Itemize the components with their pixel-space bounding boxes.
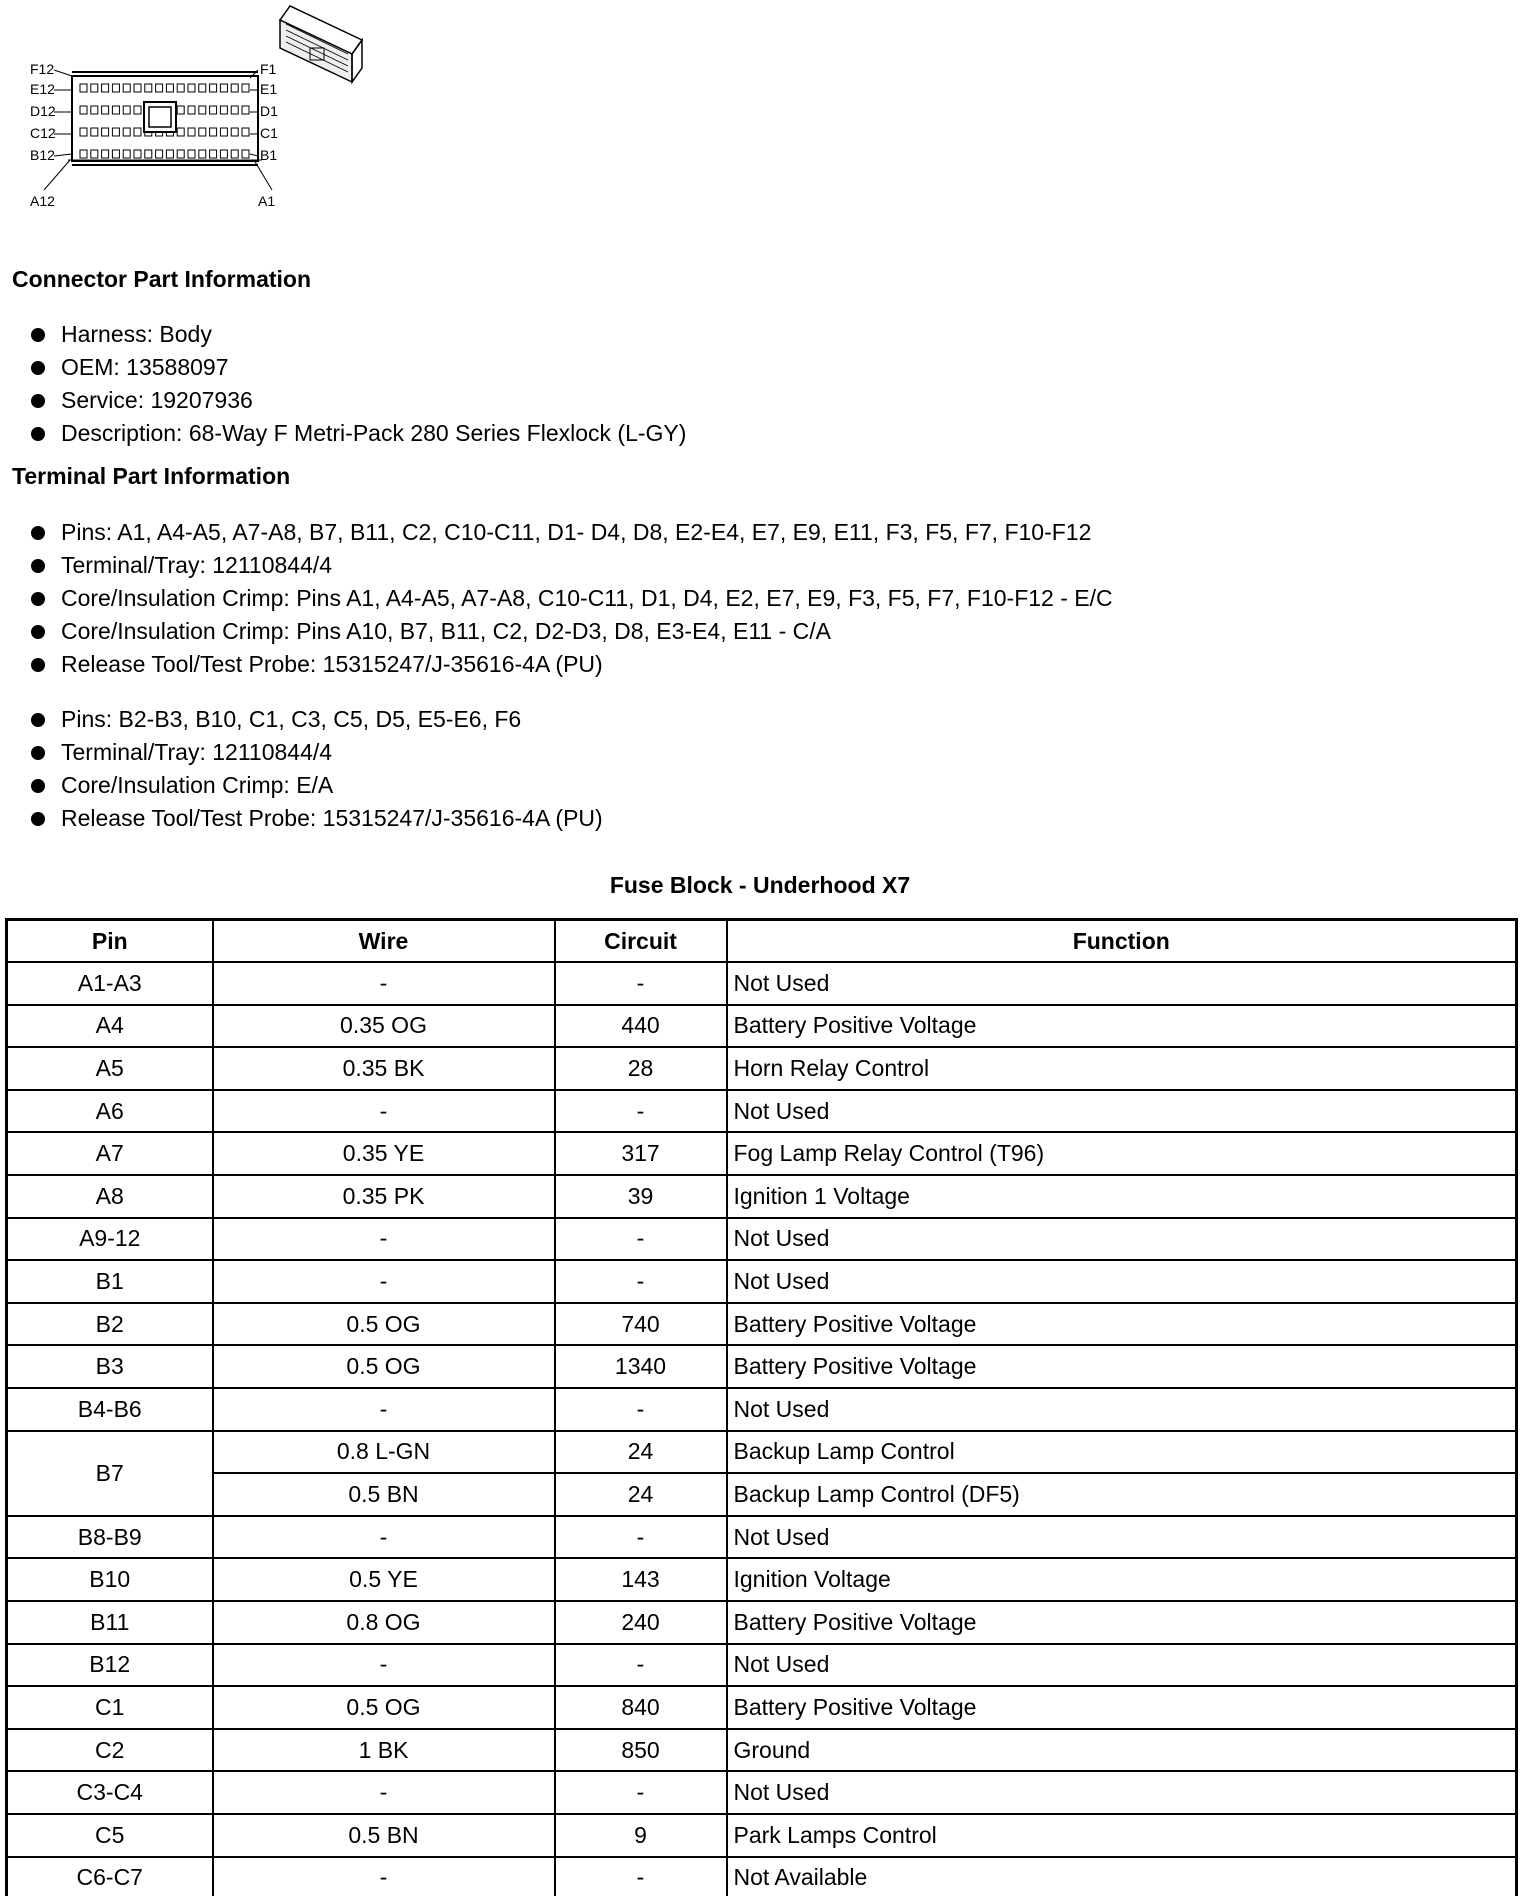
pin-cavity bbox=[134, 128, 141, 136]
table-header-row bbox=[7, 920, 1517, 963]
list-item bbox=[28, 769, 603, 802]
cell-circuit: 9 bbox=[555, 1814, 727, 1857]
pin-cavity bbox=[102, 84, 109, 92]
cell-wire: - bbox=[213, 1388, 555, 1431]
table-row bbox=[7, 1218, 1517, 1261]
cell-circuit: 317 bbox=[555, 1132, 727, 1175]
pin-cavity bbox=[145, 84, 152, 92]
pin-cavity bbox=[231, 106, 238, 114]
cell-pin: A4 bbox=[7, 1005, 213, 1048]
list-item bbox=[28, 582, 1113, 615]
column-header-function: Function bbox=[727, 920, 1517, 963]
pin-label-right: A1 bbox=[258, 193, 276, 209]
pin-cavity bbox=[199, 106, 206, 114]
bullet-icon bbox=[31, 592, 45, 606]
bullet-icon bbox=[31, 394, 45, 408]
pin-cavity bbox=[188, 150, 195, 158]
pin-cavity bbox=[242, 106, 249, 114]
terminal-info-list-1 bbox=[28, 516, 1113, 681]
table-row bbox=[7, 1601, 1517, 1644]
list-item bbox=[28, 648, 1113, 681]
cell-circuit: - bbox=[555, 1388, 727, 1431]
cell-wire: 0.5 BN bbox=[213, 1473, 555, 1516]
cell-circuit: 143 bbox=[555, 1558, 727, 1601]
cell-wire: 0.35 YE bbox=[213, 1132, 555, 1175]
list-item-text: Service: 19207936 bbox=[61, 387, 253, 413]
cell-function: Battery Positive Voltage bbox=[727, 1005, 1517, 1048]
pin-cavity bbox=[112, 84, 119, 92]
cell-function: Not Used bbox=[727, 1771, 1517, 1814]
list-item bbox=[28, 802, 603, 835]
cell-circuit: - bbox=[555, 1218, 727, 1261]
cell-pin: C2 bbox=[7, 1729, 213, 1772]
pin-label-left: C12 bbox=[30, 125, 56, 141]
pin-label-right: C1 bbox=[260, 125, 278, 141]
cell-circuit: 24 bbox=[555, 1431, 727, 1474]
cell-wire: 0.35 BK bbox=[213, 1047, 555, 1090]
cell-wire: - bbox=[213, 1516, 555, 1559]
cell-circuit: 240 bbox=[555, 1601, 727, 1644]
cell-pin: B12 bbox=[7, 1644, 213, 1687]
pin-cavity bbox=[112, 128, 119, 136]
table-row bbox=[7, 1303, 1517, 1346]
table-row bbox=[7, 1431, 1517, 1474]
cell-wire: - bbox=[213, 962, 555, 1005]
table-row bbox=[7, 1388, 1517, 1431]
pin-cavity bbox=[220, 128, 227, 136]
pin-cavity bbox=[177, 84, 184, 92]
table-row bbox=[7, 1644, 1517, 1687]
list-item-text: Core/Insulation Crimp: Pins A10, B7, B11, C2, D2-D3, D8, E3-E4, E11 - C/A bbox=[61, 618, 831, 644]
list-item bbox=[28, 549, 1113, 582]
cell-wire: - bbox=[213, 1260, 555, 1303]
cell-pin: B2 bbox=[7, 1303, 213, 1346]
list-item-text: Core/Insulation Crimp: Pins A1, A4-A5, A7-A8, C10-C11, D1, D4, E2, E7, E9, F3, F5, F7, F10-F12 - E/C bbox=[61, 585, 1113, 611]
pin-cavity bbox=[80, 150, 87, 158]
pin-label-left: A12 bbox=[30, 193, 55, 209]
cell-wire: 0.5 OG bbox=[213, 1303, 555, 1346]
cell-circuit: 24 bbox=[555, 1473, 727, 1516]
pin-label-right: F1 bbox=[260, 61, 277, 77]
cell-function: Backup Lamp Control (DF5) bbox=[727, 1473, 1517, 1516]
cell-pin: A1-A3 bbox=[7, 962, 213, 1005]
pin-cavity bbox=[134, 84, 141, 92]
cell-function: Not Used bbox=[727, 1388, 1517, 1431]
cell-circuit: - bbox=[555, 1644, 727, 1687]
pin-cavity bbox=[91, 128, 98, 136]
cell-pin: B1 bbox=[7, 1260, 213, 1303]
table-row bbox=[7, 1132, 1517, 1175]
cell-wire: 0.5 YE bbox=[213, 1558, 555, 1601]
cell-function: Not Used bbox=[727, 1516, 1517, 1559]
list-item-text: Pins: A1, A4-A5, A7-A8, B7, B11, C2, C10-C11, D1- D4, D8, E2-E4, E7, E9, E11, F3, F5, F7, F10-F12 bbox=[61, 519, 1092, 545]
cell-wire: 0.8 OG bbox=[213, 1601, 555, 1644]
pin-cavity bbox=[80, 106, 87, 114]
cell-function: Not Used bbox=[727, 1218, 1517, 1261]
cell-wire: - bbox=[213, 1090, 555, 1133]
pin-cavity bbox=[220, 84, 227, 92]
pin-label-left: D12 bbox=[30, 103, 56, 119]
list-item bbox=[28, 318, 686, 351]
list-item bbox=[28, 615, 1113, 648]
bullet-icon bbox=[31, 625, 45, 639]
table-row bbox=[7, 1857, 1517, 1896]
cell-circuit: - bbox=[555, 962, 727, 1005]
pin-cavity bbox=[210, 106, 217, 114]
connector-3d-view bbox=[280, 6, 362, 82]
pin-cavity bbox=[123, 150, 130, 158]
list-item bbox=[28, 351, 686, 384]
cell-wire: - bbox=[213, 1644, 555, 1687]
bullet-icon bbox=[31, 658, 45, 672]
table-row bbox=[7, 962, 1517, 1005]
cell-function: Not Used bbox=[727, 1090, 1517, 1133]
cell-wire: 0.35 PK bbox=[213, 1175, 555, 1218]
connector-info-list bbox=[28, 318, 686, 450]
cell-circuit: - bbox=[555, 1090, 727, 1133]
pin-cavity bbox=[188, 84, 195, 92]
cell-function: Horn Relay Control bbox=[727, 1047, 1517, 1090]
pin-cavity bbox=[156, 84, 163, 92]
cell-circuit: 28 bbox=[555, 1047, 727, 1090]
cell-wire: 0.35 OG bbox=[213, 1005, 555, 1048]
table-row bbox=[7, 1516, 1517, 1559]
pin-cavity bbox=[210, 84, 217, 92]
pin-cavity bbox=[177, 150, 184, 158]
pin-cavity bbox=[199, 128, 206, 136]
table-row bbox=[7, 1729, 1517, 1772]
list-item-text: Release Tool/Test Probe: 15315247/J-35616-4A (PU) bbox=[61, 805, 603, 831]
pin-cavity bbox=[220, 106, 227, 114]
pin-label-left: F12 bbox=[30, 61, 55, 77]
pin-cavity bbox=[231, 150, 238, 158]
cell-wire: 0.8 L-GN bbox=[213, 1431, 555, 1474]
pin-cavity bbox=[134, 106, 141, 114]
table-row bbox=[7, 1686, 1517, 1729]
cell-circuit: 1340 bbox=[555, 1345, 727, 1388]
list-item-text: Description: 68-Way F Metri-Pack 280 Series Flexlock (L-GY) bbox=[61, 420, 687, 446]
list-item bbox=[28, 384, 686, 417]
cell-wire: 0.5 OG bbox=[213, 1686, 555, 1729]
cell-circuit: 840 bbox=[555, 1686, 727, 1729]
pin-cavity bbox=[80, 84, 87, 92]
cell-function: Not Used bbox=[727, 1260, 1517, 1303]
cell-circuit: - bbox=[555, 1260, 727, 1303]
bullet-icon bbox=[31, 713, 45, 727]
table-row bbox=[7, 1473, 1517, 1516]
column-header-pin: Pin bbox=[7, 920, 213, 963]
table-row bbox=[7, 1005, 1517, 1048]
pin-cavity bbox=[80, 128, 87, 136]
cell-circuit: 39 bbox=[555, 1175, 727, 1218]
cell-pin: B7 bbox=[7, 1431, 213, 1516]
pin-cavity bbox=[231, 84, 238, 92]
pin-cavity bbox=[123, 106, 130, 114]
bullet-icon bbox=[31, 361, 45, 375]
pin-cavity bbox=[123, 128, 130, 136]
cell-function: Not Used bbox=[727, 962, 1517, 1005]
pin-label-right: D1 bbox=[260, 103, 278, 119]
terminal-info-heading: Terminal Part Information bbox=[12, 463, 291, 489]
cell-circuit: - bbox=[555, 1771, 727, 1814]
bullet-icon bbox=[31, 779, 45, 793]
pin-cavity bbox=[242, 150, 249, 158]
cell-function: Backup Lamp Control bbox=[727, 1431, 1517, 1474]
cell-function: Not Available bbox=[727, 1857, 1517, 1896]
pin-cavity bbox=[188, 106, 195, 114]
cell-pin: A9-12 bbox=[7, 1218, 213, 1261]
column-header-circuit: Circuit bbox=[555, 920, 727, 963]
bullet-icon bbox=[31, 328, 45, 342]
table-row bbox=[7, 1175, 1517, 1218]
bullet-icon bbox=[31, 427, 45, 441]
cell-pin: C6-C7 bbox=[7, 1857, 213, 1896]
pinout-table bbox=[5, 918, 1518, 1896]
pin-cavity bbox=[166, 150, 173, 158]
pin-cavity bbox=[156, 150, 163, 158]
pin-label-right: E1 bbox=[260, 81, 278, 97]
list-item-text: Pins: B2-B3, B10, C1, C3, C5, D5, E5-E6, F6 bbox=[61, 706, 522, 732]
cell-function: Ground bbox=[727, 1729, 1517, 1772]
cell-function: Not Used bbox=[727, 1644, 1517, 1687]
list-item-text: Harness: Body bbox=[61, 321, 212, 347]
list-item bbox=[28, 417, 686, 450]
pin-cavity bbox=[91, 150, 98, 158]
cell-function: Battery Positive Voltage bbox=[727, 1601, 1517, 1644]
cell-pin: C3-C4 bbox=[7, 1771, 213, 1814]
cell-function: Battery Positive Voltage bbox=[727, 1303, 1517, 1346]
pin-cavity bbox=[102, 128, 109, 136]
pin-cavity bbox=[112, 150, 119, 158]
cell-pin: C1 bbox=[7, 1686, 213, 1729]
cell-function: Battery Positive Voltage bbox=[727, 1686, 1517, 1729]
bullet-icon bbox=[31, 746, 45, 760]
cell-circuit: 740 bbox=[555, 1303, 727, 1346]
pin-label-left: B12 bbox=[30, 147, 55, 163]
cell-wire: - bbox=[213, 1218, 555, 1261]
pin-cavity bbox=[134, 150, 141, 158]
pin-cavity bbox=[91, 106, 98, 114]
pin-cavity bbox=[199, 150, 206, 158]
list-item bbox=[28, 736, 603, 769]
pin-cavity bbox=[220, 150, 227, 158]
pin-cavity bbox=[123, 84, 130, 92]
pin-label-left: E12 bbox=[30, 81, 55, 97]
pin-cavity bbox=[231, 128, 238, 136]
cell-pin: A6 bbox=[7, 1090, 213, 1133]
table-row bbox=[7, 1814, 1517, 1857]
list-item-text: Terminal/Tray: 12110844/4 bbox=[61, 552, 333, 578]
cell-pin: B11 bbox=[7, 1601, 213, 1644]
pin-cavity bbox=[177, 106, 184, 114]
cell-wire: - bbox=[213, 1857, 555, 1896]
pin-cavity bbox=[210, 128, 217, 136]
cell-pin: B4-B6 bbox=[7, 1388, 213, 1431]
cell-circuit: - bbox=[555, 1516, 727, 1559]
table-title: Fuse Block - Underhood X7 bbox=[609, 872, 911, 898]
cell-pin: A8 bbox=[7, 1175, 213, 1218]
cell-wire: 1 BK bbox=[213, 1729, 555, 1772]
cell-pin: B10 bbox=[7, 1558, 213, 1601]
column-header-wire: Wire bbox=[213, 920, 555, 963]
cell-circuit: 850 bbox=[555, 1729, 727, 1772]
table-row bbox=[7, 1345, 1517, 1388]
pin-cavity bbox=[102, 106, 109, 114]
cell-function: Battery Positive Voltage bbox=[727, 1345, 1517, 1388]
cell-wire: - bbox=[213, 1771, 555, 1814]
cell-circuit: 440 bbox=[555, 1005, 727, 1048]
pin-cavity bbox=[166, 84, 173, 92]
cell-function: Fog Lamp Relay Control (T96) bbox=[727, 1132, 1517, 1175]
table-row bbox=[7, 1047, 1517, 1090]
cell-circuit: - bbox=[555, 1857, 727, 1896]
bullet-icon bbox=[31, 812, 45, 826]
pin-cavity bbox=[102, 150, 109, 158]
bullet-icon bbox=[31, 559, 45, 573]
cell-pin: B8-B9 bbox=[7, 1516, 213, 1559]
cell-wire: 0.5 OG bbox=[213, 1345, 555, 1388]
connector-face-drawing bbox=[10, 0, 370, 225]
pin-cavity bbox=[242, 84, 249, 92]
pin-cavity bbox=[177, 128, 184, 136]
pin-cavity bbox=[210, 150, 217, 158]
table-row bbox=[7, 1558, 1517, 1601]
cell-function: Ignition 1 Voltage bbox=[727, 1175, 1517, 1218]
connector-diagram bbox=[10, 0, 370, 225]
pin-label-right: B1 bbox=[260, 147, 278, 163]
table-row bbox=[7, 1090, 1517, 1133]
pin-cavity bbox=[145, 150, 152, 158]
connector-info-heading: Connector Part Information bbox=[12, 266, 312, 292]
list-item-text: Release Tool/Test Probe: 15315247/J-35616-4A (PU) bbox=[61, 651, 603, 677]
cell-function: Ignition Voltage bbox=[727, 1558, 1517, 1601]
table-row bbox=[7, 1260, 1517, 1303]
cell-function: Park Lamps Control bbox=[727, 1814, 1517, 1857]
pin-cavity bbox=[112, 106, 119, 114]
cell-pin: A7 bbox=[7, 1132, 213, 1175]
pin-cavity bbox=[91, 84, 98, 92]
pin-cavity bbox=[188, 128, 195, 136]
pin-cavity bbox=[199, 84, 206, 92]
terminal-info-list-2 bbox=[28, 703, 603, 835]
table-row bbox=[7, 1771, 1517, 1814]
list-item-text: OEM: 13588097 bbox=[61, 354, 229, 380]
cell-pin: C5 bbox=[7, 1814, 213, 1857]
cell-wire: 0.5 BN bbox=[213, 1814, 555, 1857]
cell-pin: A5 bbox=[7, 1047, 213, 1090]
list-item-text: Terminal/Tray: 12110844/4 bbox=[61, 739, 333, 765]
cell-pin: B3 bbox=[7, 1345, 213, 1388]
list-item bbox=[28, 703, 603, 736]
bullet-icon bbox=[31, 526, 45, 540]
list-item-text: Core/Insulation Crimp: E/A bbox=[61, 772, 334, 798]
list-item bbox=[28, 516, 1113, 549]
pin-cavity bbox=[242, 128, 249, 136]
